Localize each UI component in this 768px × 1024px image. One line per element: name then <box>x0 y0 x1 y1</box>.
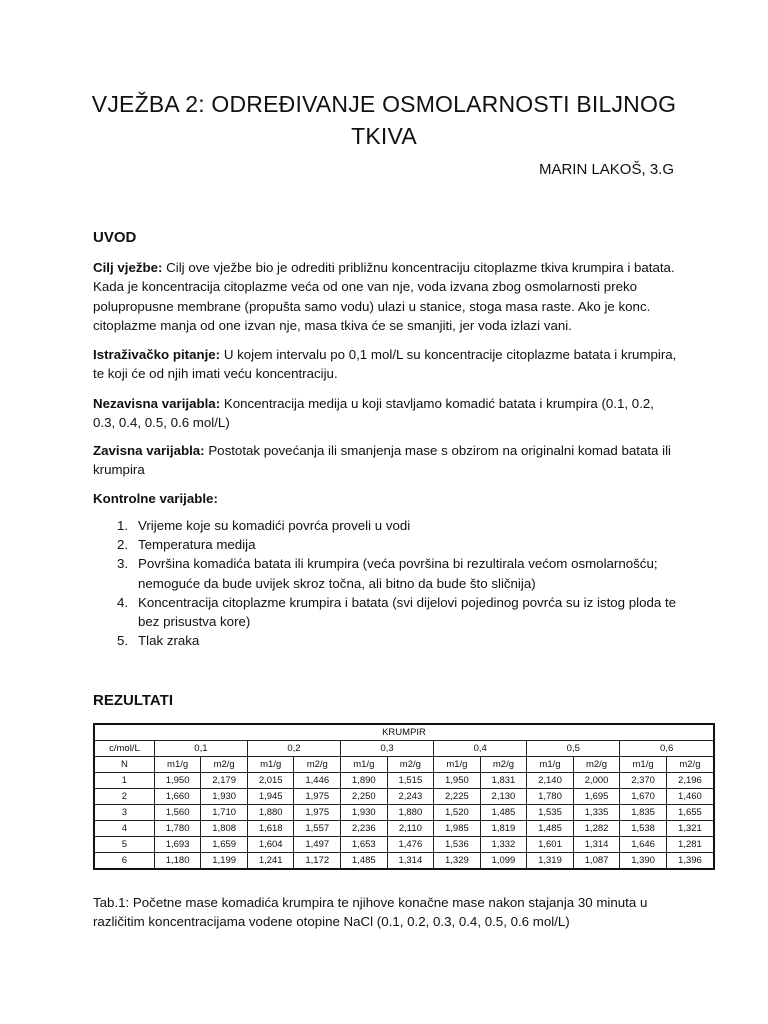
row-n-cell: 2 <box>94 789 154 805</box>
table-cell: 1,497 <box>294 837 341 853</box>
table-cell: 2,110 <box>387 821 434 837</box>
m1-header-cell: m1/g <box>341 757 388 773</box>
table-row <box>94 853 714 870</box>
m1-header-cell: m1/g <box>247 757 294 773</box>
m2-header-cell: m2/g <box>294 757 341 773</box>
table-row <box>94 773 714 789</box>
text-pitanje: U kojem intervalu po 0,1 mol/L su koncentracije citoplazme batata i krumpira, te koji će od njih imati veću koncentraciju. <box>93 347 677 382</box>
row-n-cell: 1 <box>94 773 154 789</box>
paragraph-zavisna <box>93 441 678 480</box>
table-cell: 1,835 <box>620 805 667 821</box>
table-cell: 1,557 <box>294 821 341 837</box>
table-title-row <box>94 724 714 741</box>
table-cell: 1,535 <box>527 805 574 821</box>
table-cell: 1,199 <box>201 853 248 870</box>
table-cell: 1,950 <box>434 773 481 789</box>
conc-header-cell: 0,2 <box>247 741 340 757</box>
table-cell: 1,975 <box>294 805 341 821</box>
table-cell: 1,335 <box>573 805 620 821</box>
table-cell: 1,314 <box>573 837 620 853</box>
table-cell: 1,560 <box>154 805 201 821</box>
label-zavisna: Zavisna varijabla: <box>93 443 205 458</box>
table-cell: 1,396 <box>666 853 714 870</box>
table-cell: 1,831 <box>480 773 527 789</box>
text-nezavisna: Koncentracija medija u koji stavljamo komadić batata i krumpira (0.1, 0.2, 0.3, 0.4, 0.5, 0.6 mol/L) <box>93 396 654 431</box>
table-cell: 1,446 <box>294 773 341 789</box>
table-row <box>94 789 714 805</box>
table-cell: 1,653 <box>341 837 388 853</box>
table-cell: 1,930 <box>201 789 248 805</box>
table-cell: 1,538 <box>620 821 667 837</box>
table-cell: 1,099 <box>480 853 527 870</box>
m2-header-cell: m2/g <box>387 757 434 773</box>
table-cell: 2,179 <box>201 773 248 789</box>
table-cell: 1,780 <box>527 789 574 805</box>
conc-header-cell: 0,5 <box>527 741 620 757</box>
row-n-cell: 6 <box>94 853 154 870</box>
table-title-cell: KRUMPIR <box>94 724 714 741</box>
paragraph-pitanje <box>93 345 678 384</box>
m2-header-cell: m2/g <box>666 757 714 773</box>
table-cell: 1,693 <box>154 837 201 853</box>
table-cell: 1,985 <box>434 821 481 837</box>
table-cell: 1,618 <box>247 821 294 837</box>
table-cell: 1,520 <box>434 805 481 821</box>
text-zavisna: Postotak povećanja ili smanjenja mase s obzirom na originalni komad batata ili krumpira <box>93 443 671 478</box>
table-cell: 1,281 <box>666 837 714 853</box>
table-row <box>94 805 714 821</box>
conc-header-cell: 0,4 <box>434 741 527 757</box>
conc-header-cell: 0,6 <box>620 741 714 757</box>
paragraph-kontrolne <box>93 489 678 508</box>
list-item: 5. Tlak zraka <box>117 633 200 649</box>
table-cell: 1,710 <box>201 805 248 821</box>
row-n-cell: 4 <box>94 821 154 837</box>
table-cell: 1,329 <box>434 853 481 870</box>
table-cell: 2,225 <box>434 789 481 805</box>
table-cell: 1,930 <box>341 805 388 821</box>
paragraph-nezavisna <box>93 394 678 433</box>
table-cell: 1,282 <box>573 821 620 837</box>
table-cell: 1,601 <box>527 837 574 853</box>
m2-header-cell: m2/g <box>573 757 620 773</box>
table-row <box>94 837 714 853</box>
table-cell: 1,780 <box>154 821 201 837</box>
table-cell: 1,808 <box>201 821 248 837</box>
section-heading-rezultati: REZULTATI <box>93 692 173 709</box>
row-n-cell: 5 <box>94 837 154 853</box>
paragraph-cilj <box>93 258 678 336</box>
m2-header-cell: m2/g <box>201 757 248 773</box>
table-cell: 1,945 <box>247 789 294 805</box>
table-cell: 2,370 <box>620 773 667 789</box>
label-pitanje: Istraživačko pitanje: <box>93 347 221 362</box>
table-subheader-row <box>94 757 714 773</box>
table-cell: 1,476 <box>387 837 434 853</box>
table-cell: 1,604 <box>247 837 294 853</box>
table-cell: 1,332 <box>480 837 527 853</box>
table-cell: 2,250 <box>341 789 388 805</box>
table-cell: 1,975 <box>294 789 341 805</box>
table-cell: 1,950 <box>154 773 201 789</box>
label-nezavisna: Nezavisna varijabla: <box>93 396 221 411</box>
table-cell: 1,646 <box>620 837 667 853</box>
m1-header-cell: m1/g <box>620 757 667 773</box>
table-cell: 1,241 <box>247 853 294 870</box>
table-cell: 1,390 <box>620 853 667 870</box>
table-cell: 1,819 <box>480 821 527 837</box>
table-cell: 1,880 <box>247 805 294 821</box>
table-cell: 1,655 <box>666 805 714 821</box>
table-cell: 2,130 <box>480 789 527 805</box>
section-heading-uvod: UVOD <box>93 229 137 246</box>
m2-header-cell: m2/g <box>480 757 527 773</box>
krumpir-table <box>93 723 715 870</box>
table-cell: 2,236 <box>341 821 388 837</box>
row-n-cell: 3 <box>94 805 154 821</box>
table-row <box>94 821 714 837</box>
table-caption: Tab.1: Početne mase komadića krumpira te njihove konačne mase nakon stajanja 30 minuta u različitim koncentracijama vodene otopine NaCl (0.1, 0.2, 0.3, 0.4, 0.5, 0.6 mol/L) <box>93 895 648 930</box>
kontrolne-list <box>93 516 678 650</box>
table-header-row <box>94 741 714 757</box>
table-cell: 1,515 <box>387 773 434 789</box>
table-cell: 2,015 <box>247 773 294 789</box>
table-cell: 1,319 <box>527 853 574 870</box>
table-cell: 1,670 <box>620 789 667 805</box>
list-item: 4. Koncentracija citoplazme krumpira i batata (svi dijelovi pojedinog povrća su iz istog ploda te bez prisustva kore) <box>117 594 677 630</box>
m1-header-cell: m1/g <box>527 757 574 773</box>
table-cell: 1,087 <box>573 853 620 870</box>
label-cilj: Cilj vježbe: <box>93 260 163 275</box>
document-title: VJEŽBA 2: ODREĐIVANJE OSMOLARNOSTI BILJNOG TKIVA <box>91 91 677 149</box>
table-cell: 1,321 <box>666 821 714 837</box>
list-item: 1. Vrijeme koje su komadići povrća proveli u vodi <box>117 518 411 533</box>
label-kontrolne: Kontrolne varijable: <box>93 491 218 506</box>
table-cell: 2,140 <box>527 773 574 789</box>
conc-label-cell: c/mol/L <box>94 741 154 757</box>
table-cell: 1,695 <box>573 789 620 805</box>
m1-header-cell: m1/g <box>434 757 481 773</box>
table-cell: 1,485 <box>480 805 527 821</box>
conc-header-cell: 0,1 <box>154 741 247 757</box>
text-cilj: Cilj ove vježbe bio je odrediti približnu koncentraciju citoplazme tkiva krumpira i batata. Kada je koncentracija citoplazme veća od one van nje, voda izvana zbog osmolarnosti preko polupropusne membrane (propušta samo vodu) ulazi u stanice, stoga masa raste. Ako je konc. citoplazme manja od one izvan nje, masa tkiva će se smanjiti, jer voda izlazi vani. <box>93 260 675 334</box>
table-cell: 1,485 <box>341 853 388 870</box>
list-item: 3. Površina komadića batata ili krumpira (veća površina bi rezultirala većom osmolarnošću; nemoguće da bude uvijek skroz točna, ali bitno da bude što sličnija) <box>117 556 658 591</box>
table-cell: 1,460 <box>666 789 714 805</box>
table-cell: 2,000 <box>573 773 620 789</box>
n-label-cell: N <box>94 757 154 773</box>
table-cell: 2,243 <box>387 789 434 805</box>
table-cell: 1,660 <box>154 789 201 805</box>
author-line: MARIN LAKOŠ, 3.G <box>538 161 674 178</box>
table-cell: 1,485 <box>527 821 574 837</box>
table-cell: 1,536 <box>434 837 481 853</box>
table-cell: 1,890 <box>341 773 388 789</box>
table-cell: 2,196 <box>666 773 714 789</box>
conc-header-cell: 0,3 <box>341 741 434 757</box>
m1-header-cell: m1/g <box>154 757 201 773</box>
table-cell: 1,180 <box>154 853 201 870</box>
table-cell: 1,314 <box>387 853 434 870</box>
table-cell: 1,880 <box>387 805 434 821</box>
table-cell: 1,659 <box>201 837 248 853</box>
table-cell: 1,172 <box>294 853 341 870</box>
list-item: 2. Temperatura medija <box>117 537 256 553</box>
